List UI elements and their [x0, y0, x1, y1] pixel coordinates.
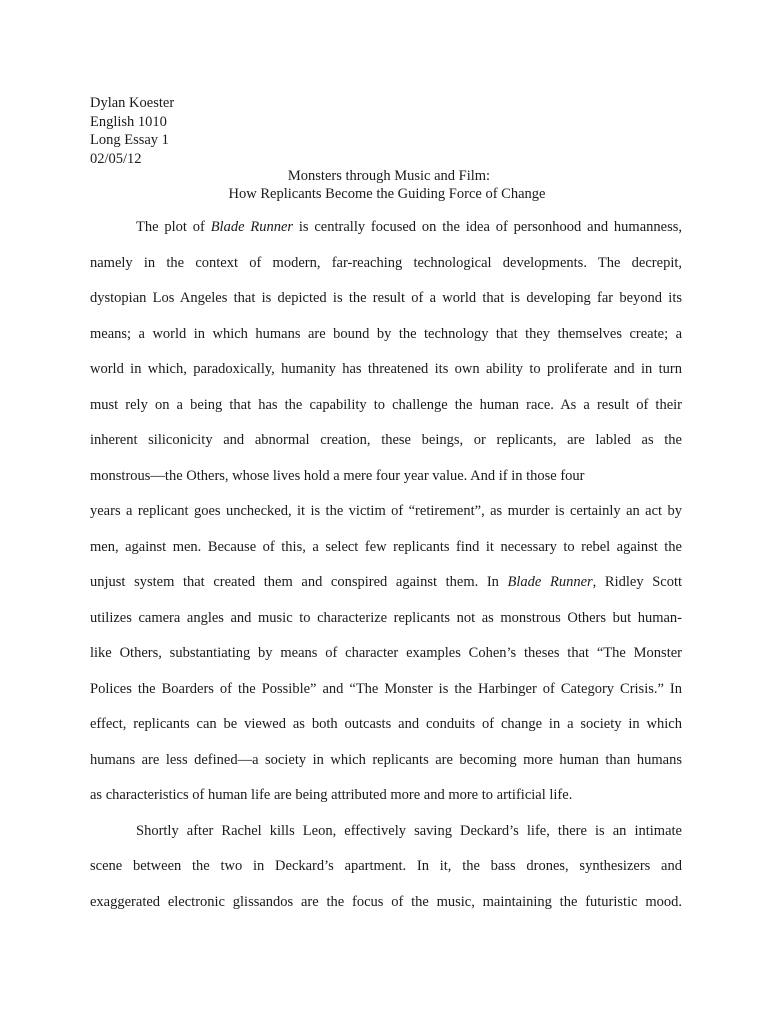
paragraph-1-line-8: monstrous—the Others, whose lives hold a mere four year value. And if in those four — [90, 467, 585, 484]
paragraph-2-line-1: Shortly after Rachel kills Leon, effectively saving Deckard’s life, there is an intimate — [136, 822, 682, 839]
paragraph-1-line-13: like Others, substantiating by means of character examples Cohen’s theses that “The Monster — [90, 645, 682, 661]
paragraph-1-line-17: as characteristics of human life are being attributed more and more to artificial life. — [90, 787, 573, 803]
film-title-italic: Blade Runner — [507, 574, 593, 590]
paragraph-1-line-6: must rely on a being that has the capability to challenge the human race. As a result of their — [90, 396, 682, 413]
paragraph-1-line-5: world in which, paradoxically, humanity has threatened its own ability to proliferate and in turn — [90, 361, 682, 377]
paragraph-1-line-15: effect, replicants can be viewed as both outcasts and conduits of change in a society in which — [90, 716, 682, 732]
essay-date: 02/05/12 — [90, 150, 142, 167]
paragraph-2-line-3: exaggerated electronic glissandos are the focus of the music, maintaining the futuristic mood. — [90, 893, 682, 910]
title-line-2: How Replicants Become the Guiding Force of Change — [228, 186, 546, 202]
essay-title — [0, 167, 768, 203]
paragraph-1-line-1 — [136, 217, 682, 237]
paragraph-1-line-3: dystopian Los Angeles that is depicted is the result of a world that is developing far beyond its — [90, 290, 682, 306]
paragraph-1-line-9: years a replicant goes unchecked, it is the victim of “retirement”, as murder is certainly an act by — [90, 503, 682, 519]
title-line-1: Monsters through Music and Film: — [287, 168, 491, 184]
film-title-italic: Blade Runner — [210, 219, 294, 235]
assignment-name: Long Essay 1 — [90, 132, 169, 148]
course-name: English 1010 — [90, 113, 167, 130]
paragraph-1-line-12: utilizes camera angles and music to characterize replicants not as monstrous Others but human- — [90, 609, 682, 626]
text-run: is centrally focused on the idea of personhood and humanness, — [293, 219, 682, 235]
text-run: , Ridley Scott — [592, 574, 682, 590]
document-header — [90, 94, 174, 168]
paragraph-1-line-11 — [90, 572, 682, 592]
text-run: The plot of — [136, 219, 211, 235]
paragraph-1-line-2: namely in the context of modern, far-reaching technological developments. The decrepit, — [90, 254, 682, 271]
paragraph-1-line-14: Polices the Boarders of the Possible” and “The Monster is the Harbinger of Category Crisis.” In — [90, 680, 682, 697]
paragraph-1-line-16: humans are less defined—a society in which replicants are becoming more human than humans — [90, 751, 682, 768]
author-name: Dylan Koester — [90, 95, 175, 111]
paragraph-1-line-7: inherent siliconicity and abnormal creation, these beings, or replicants, are labled as the — [90, 432, 682, 448]
paragraph-2-line-2: scene between the two in Deckard’s apartment. In it, the bass drones, synthesizers and — [90, 858, 682, 874]
text-run: unjust system that created them and conspired against them. In — [90, 574, 508, 590]
paragraph-1-line-4: means; a world in which humans are bound by the technology that they themselves create; a — [90, 325, 682, 342]
paragraph-1-line-10: men, against men. Because of this, a select few replicants find it necessary to rebel against the — [90, 538, 682, 555]
